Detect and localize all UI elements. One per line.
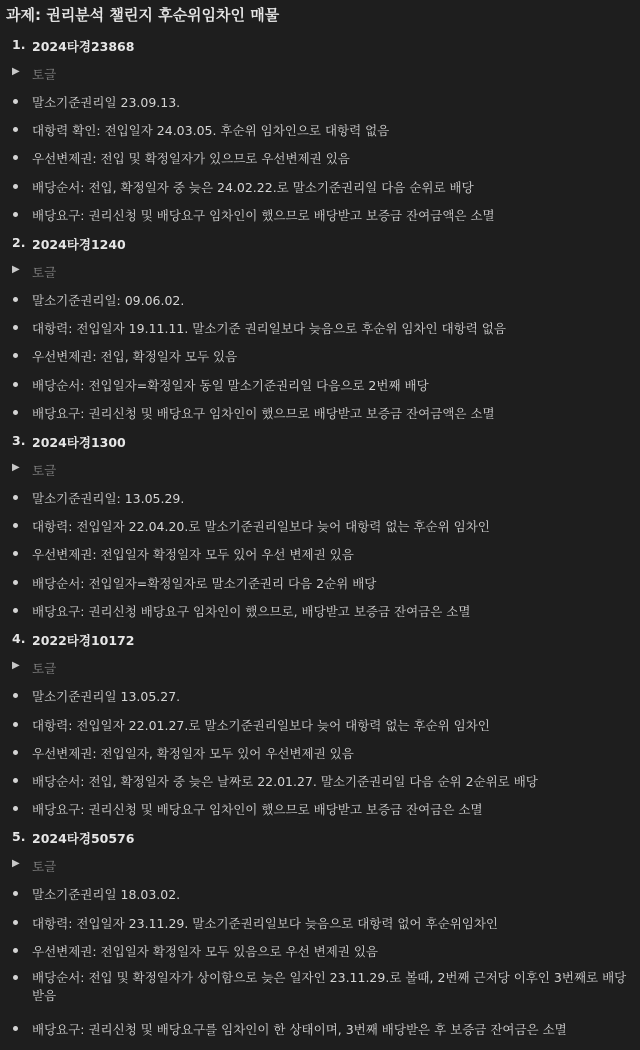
- bullet-icon: [13, 297, 18, 302]
- list-item-text: 우선변제권: 전입, 확정일자 모두 있음: [32, 349, 238, 364]
- bullet-icon: [13, 212, 18, 217]
- bullet-icon: [13, 750, 18, 755]
- list-item-text: 배당순서: 전입일자=확정일자 동일 말소기준권리일 다음으로 2번째 배당: [32, 378, 429, 393]
- list-item-text: 대항력: 전입일자 19.11.11. 말소기준 권리일보다 늦음으로 후순위 임차인 대항력 없음: [32, 321, 506, 336]
- toggle-label: 토글: [32, 265, 57, 280]
- list-item-text: 배당요구: 권리신청 배당요구 임차인이 했으므로, 배당받고 보증금 잔여금은 소멸: [32, 604, 471, 619]
- bullet-icon: [13, 495, 18, 500]
- list-item-text: 배당요구: 권리신청 및 배당요구 임차인이 했으므로 배당받고 보증금 잔여금은 소멸: [32, 802, 483, 817]
- bullet-icon: [13, 891, 18, 896]
- list-item-text: 배당요구: 권리신청 및 배당요구 임차인이 했으므로 배당받고 보증금 잔여금액은 소멸: [32, 208, 495, 223]
- bullet-icon: [13, 325, 18, 330]
- list-item-text: 배당요구: 권리신청 및 배당요구를 임차인이 한 상태이며, 3번째 배당받은 후 보증금 잔여금은 소멸: [32, 1022, 567, 1037]
- bullet-icon: [13, 382, 18, 387]
- triangle-right-icon[interactable]: ▶: [12, 462, 20, 473]
- list-item-text: 배당순서: 전입, 확정일자 중 늦은 날짜로 22.01.27. 말소기준권리일 다음 순위 2순위로 배당: [32, 774, 538, 789]
- list-item-text: 말소기준권리일 18.03.02.: [32, 887, 181, 902]
- bullet-icon: [13, 551, 18, 556]
- list-item-text: 말소기준권리일 13.05.27.: [32, 689, 181, 704]
- list-item-text: 말소기준권리일 23.09.13.: [32, 95, 181, 110]
- bullet-icon: [13, 920, 18, 925]
- case-number: 3.: [12, 433, 26, 448]
- triangle-right-icon[interactable]: ▶: [12, 264, 20, 275]
- triangle-right-icon[interactable]: ▶: [12, 858, 20, 869]
- list-item-text: 대항력: 전입일자 23.11.29. 말소기준권리일보다 늦음으로 대항력 없어 후순위임차인: [32, 916, 498, 931]
- case-title: 2024타경50576: [32, 831, 135, 846]
- list-item-text: 말소기준권리일: 09.06.02.: [32, 293, 185, 308]
- list-item-text: 대항력: 전입일자 22.04.20.로 말소기준권리일보다 늦어 대항력 없는 후순위 임차인: [32, 519, 490, 534]
- toggle-label: 토글: [32, 463, 57, 478]
- list-item-text: 배당요구: 권리신청 및 배당요구 임차인이 했으므로 배당받고 보증금 잔여금액은 소멸: [32, 406, 495, 421]
- bullet-icon: [13, 523, 18, 528]
- bullet-icon: [13, 410, 18, 415]
- list-item-text: 대항력 확인: 전입일자 24.03.05. 후순위 임차인으로 대항력 없음: [32, 123, 390, 138]
- bullet-icon: [13, 722, 18, 727]
- case-number: 2.: [12, 235, 26, 250]
- triangle-right-icon[interactable]: ▶: [12, 660, 20, 671]
- case-title: 2024타경1300: [32, 435, 126, 450]
- list-item-text: 배당순서: 전입 및 확정일자가 상이함으로 늦은 일자인 23.11.29.로 볼때, 2번째 근저당 이후인 3번째로 배당받음: [32, 970, 627, 1003]
- list-item-text: 우선변제권: 전입 및 확정일자가 있으므로 우선변제권 있음: [32, 151, 350, 166]
- toggle-label: 토글: [32, 661, 57, 676]
- bullet-icon: [13, 1026, 18, 1031]
- list-item-text: 우선변제권: 전입일자 확정일자 모두 있음으로 우선 변제권 있음: [32, 944, 378, 959]
- bullet-icon: [13, 778, 18, 783]
- case-title: 2024타경23868: [32, 39, 135, 54]
- case-number: 4.: [12, 631, 26, 646]
- bullet-icon: [13, 353, 18, 358]
- bullet-icon: [13, 99, 18, 104]
- triangle-right-icon[interactable]: ▶: [12, 66, 20, 77]
- list-item-text: 우선변제권: 전입일자, 확정일자 모두 있어 우선변제권 있음: [32, 746, 354, 761]
- case-title: 2024타경1240: [32, 237, 126, 252]
- bullet-icon: [13, 127, 18, 132]
- bullet-icon: [13, 806, 18, 811]
- list-item-text: 배당순서: 전입일자=확정일자로 말소기준권리 다음 2순위 배당: [32, 576, 377, 591]
- toggle-label: 토글: [32, 67, 57, 82]
- list-item-text: 대항력: 전입일자 22.01.27.로 말소기준권리일보다 늦어 대항력 없는 후순위 임차인: [32, 718, 490, 733]
- bullet-icon: [13, 155, 18, 160]
- bullet-icon: [13, 975, 18, 980]
- case-number: 1.: [12, 37, 26, 52]
- case-number: 5.: [12, 829, 26, 844]
- list-item-text: 말소기준권리일: 13.05.29.: [32, 491, 185, 506]
- bullet-icon: [13, 580, 18, 585]
- bullet-icon: [13, 608, 18, 613]
- list-item-text: 배당순서: 전입, 확정일자 중 늦은 24.02.22.로 말소기준권리일 다음 순위로 배당: [32, 180, 474, 195]
- toggle-label: 토글: [32, 859, 57, 874]
- case-title: 2022타경10172: [32, 633, 135, 648]
- bullet-icon: [13, 693, 18, 698]
- bullet-icon: [13, 948, 18, 953]
- page-title: 과제: 권리분석 챌린지 후순위임차인 매물: [6, 6, 280, 24]
- bullet-icon: [13, 184, 18, 189]
- list-item-text: 우선변제권: 전입일자 확정일자 모두 있어 우선 변제권 있음: [32, 547, 354, 562]
